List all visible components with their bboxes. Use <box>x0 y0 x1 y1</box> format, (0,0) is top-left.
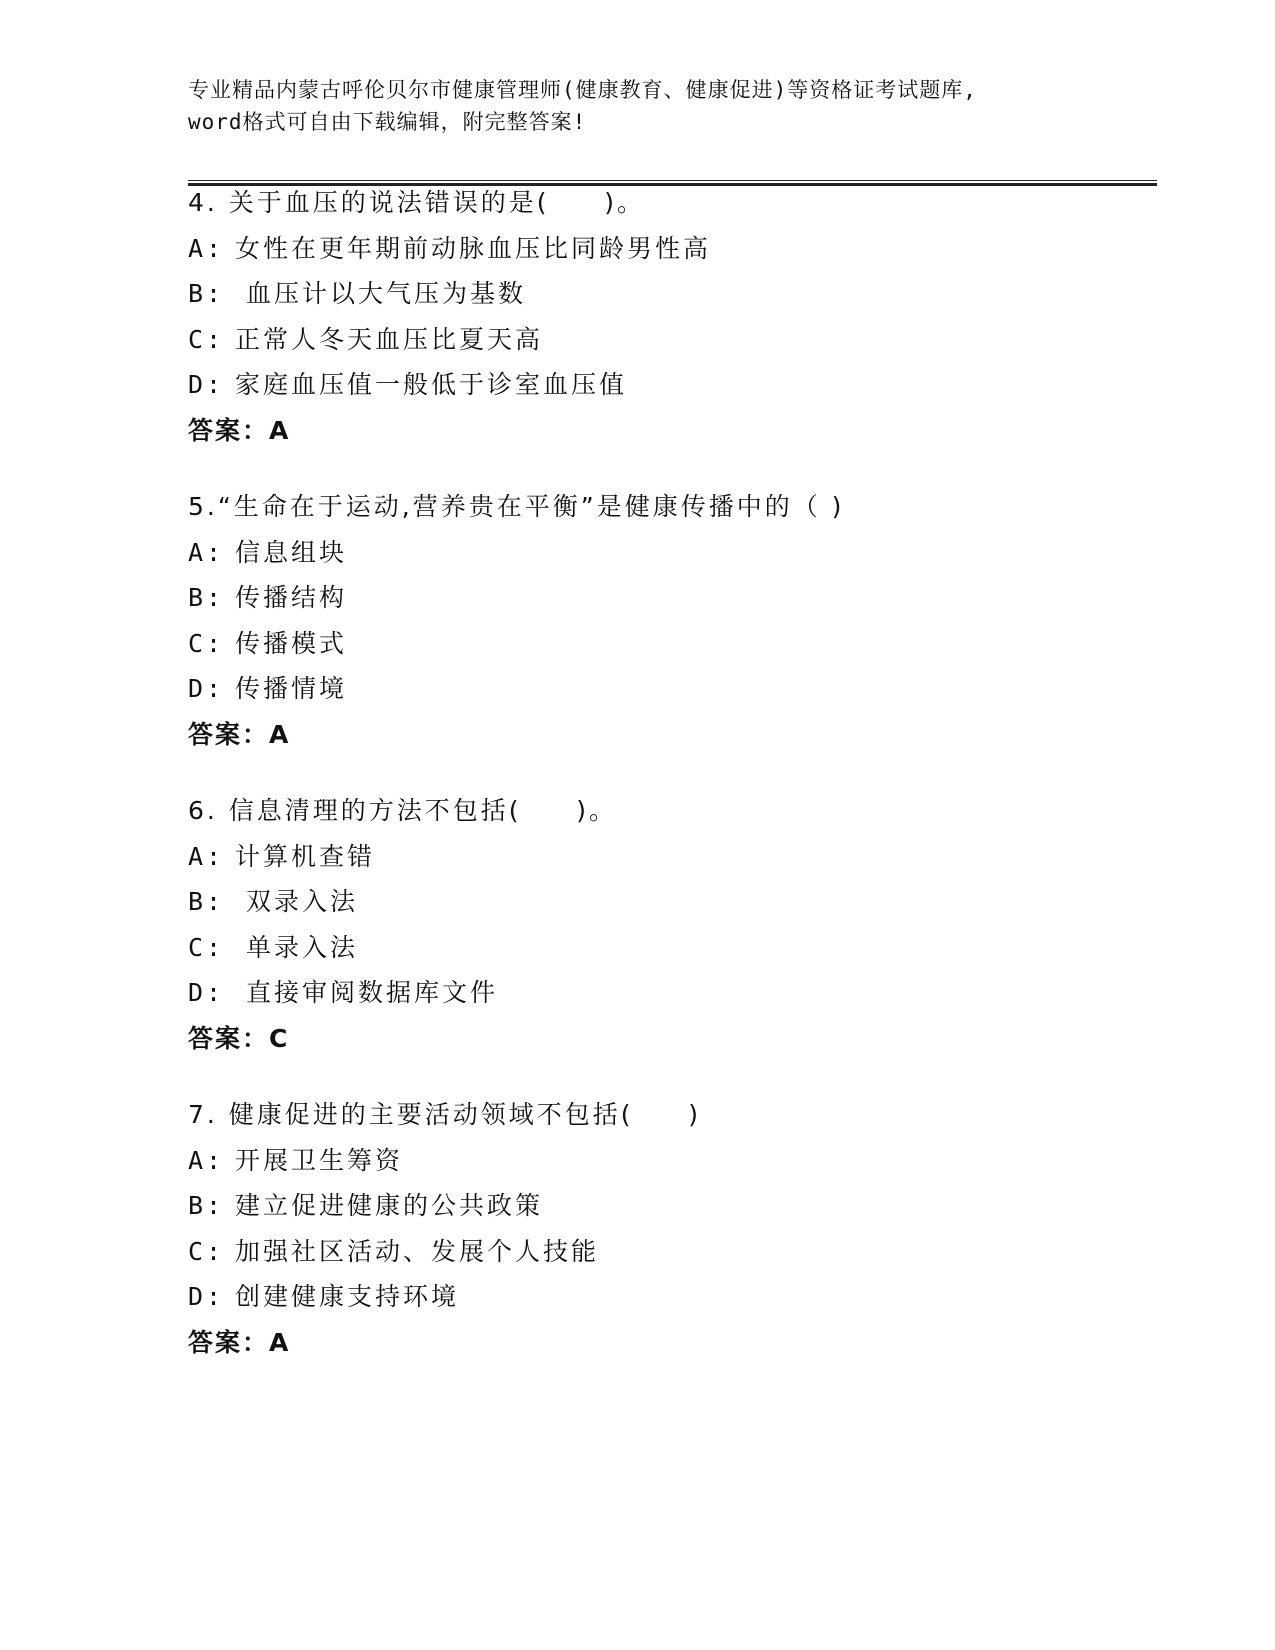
option-text: 创建健康支持环境 <box>224 1282 460 1311</box>
option-d <box>188 362 1088 408</box>
option-text: 计算机查错 <box>224 841 376 871</box>
option-key: A: <box>188 537 225 567</box>
option-d <box>188 970 1088 1016</box>
option-a <box>188 530 1088 576</box>
option-key: D: <box>188 1282 225 1311</box>
option-b <box>188 575 1088 621</box>
option-key: B: <box>188 279 225 308</box>
option-c <box>188 621 1088 667</box>
question-stem: 6. 信息清理的方法不包括( )。 <box>188 796 618 825</box>
option-text: 加强社区活动、发展个人技能 <box>224 1236 600 1266</box>
option-key: A: <box>188 1145 225 1175</box>
answer: 答案：A <box>188 415 291 445</box>
option-a <box>188 834 1088 880</box>
option-text: 直接审阅数据库文件 <box>224 978 499 1007</box>
option-key: B: <box>188 583 225 612</box>
option-key: A: <box>188 841 225 871</box>
option-text: 传播结构 <box>224 583 348 612</box>
option-key: C: <box>188 932 225 962</box>
option-key: C: <box>188 324 225 354</box>
question-stem: 7. 健康促进的主要活动领域不包括( ) <box>188 1100 702 1129</box>
header-line-2: word格式可自由下载编辑，附完整答案! <box>188 110 587 134</box>
option-text: 单录入法 <box>224 932 359 962</box>
document-header <box>188 74 1108 138</box>
option-a <box>188 226 1088 272</box>
answer: 答案：A <box>188 719 291 749</box>
option-text: 血压计以大气压为基数 <box>224 279 527 308</box>
option-key: C: <box>188 628 225 658</box>
option-d <box>188 1274 1088 1320</box>
option-text: 开展卫生筹资 <box>224 1145 404 1175</box>
question-7 <box>188 1092 1088 1365</box>
header-line-1: 专业精品内蒙古呼伦贝尔市健康管理师(健康教育、健康促进)等资格证考试题库, <box>188 78 977 102</box>
answer: 答案：A <box>188 1327 291 1357</box>
question-4 <box>188 180 1088 453</box>
option-text: 信息组块 <box>224 537 348 567</box>
option-d <box>188 666 1088 712</box>
option-key: C: <box>188 1236 225 1266</box>
option-key: D: <box>188 674 225 703</box>
option-text: 建立促进健康的公共政策 <box>224 1191 544 1220</box>
option-key: B: <box>188 1191 225 1220</box>
option-b <box>188 1183 1088 1229</box>
option-text: 传播情境 <box>224 674 348 703</box>
question-6 <box>188 788 1088 1061</box>
option-b <box>188 271 1088 317</box>
question-stem: 4. 关于血压的说法错误的是( )。 <box>188 188 646 217</box>
question-5 <box>188 484 1088 757</box>
option-text: 传播模式 <box>224 628 348 658</box>
option-text: 女性在更年期前动脉血压比同龄男性高 <box>224 233 712 263</box>
option-a <box>188 1138 1088 1184</box>
option-c <box>188 1229 1088 1275</box>
option-text: 正常人冬天血压比夏天高 <box>224 324 544 354</box>
option-key: D: <box>188 978 225 1007</box>
question-stem: 5.“生命在于运动,营养贵在平衡”是健康传播中的（ ) <box>188 492 845 521</box>
option-b <box>188 879 1088 925</box>
option-c <box>188 317 1088 363</box>
option-text: 家庭血压值一般低于诊室血压值 <box>224 370 628 399</box>
option-key: D: <box>188 370 225 399</box>
option-key: B: <box>188 887 225 916</box>
answer: 答案：C <box>188 1023 290 1053</box>
option-key: A: <box>188 233 225 263</box>
option-c <box>188 925 1088 971</box>
option-text: 双录入法 <box>224 887 359 916</box>
